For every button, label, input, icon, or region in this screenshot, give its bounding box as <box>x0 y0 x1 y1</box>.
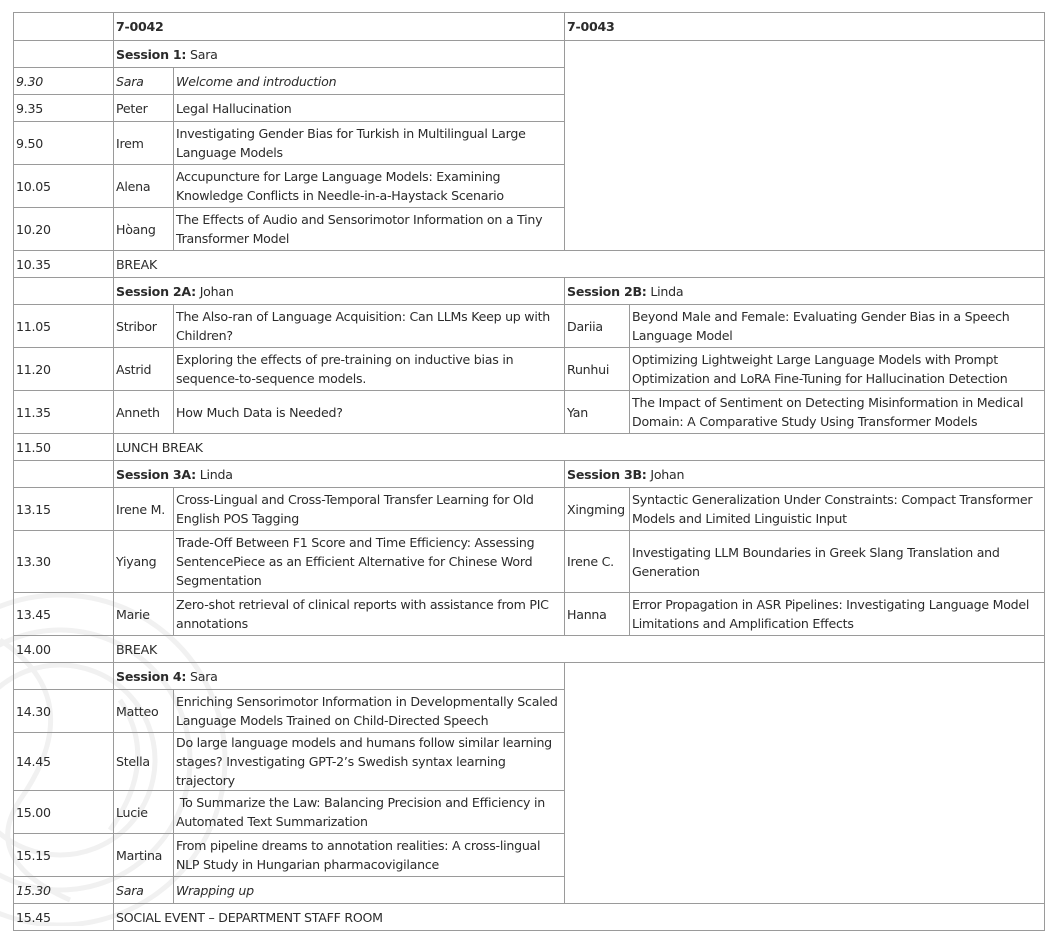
table-row <box>14 391 1045 434</box>
speaker-cell: Stella <box>114 733 174 791</box>
session-4-header-row <box>14 663 1045 690</box>
table-row <box>14 348 1045 391</box>
speaker-cell: Yan <box>565 391 630 434</box>
title-cell: Investigating Gender Bias for Turkish in Multilingual Large Language Models <box>174 122 565 165</box>
lunch-break-row <box>14 434 1045 461</box>
room-header-row <box>14 13 1045 41</box>
title-cell: Error Propagation in ASR Pipelines: Investigating Language Model Limitations and Amplification Effects <box>630 593 1045 636</box>
speaker-cell: Astrid <box>114 348 174 391</box>
speaker-cell: Anneth <box>114 391 174 434</box>
session-2b-header: Session 2B: Linda <box>565 278 1045 305</box>
title-cell: Welcome and introduction <box>174 68 565 95</box>
title-cell: Syntactic Generalization Under Constraints: Compact Transformer Models and Limited Linguistic Input <box>630 488 1045 531</box>
speaker-cell: Alena <box>114 165 174 208</box>
title-cell: How Much Data is Needed? <box>174 391 565 434</box>
time-cell: 10.20 <box>14 208 114 251</box>
time-cell: 10.35 <box>14 251 114 278</box>
time-cell: 13.15 <box>14 488 114 531</box>
title-cell: Cross-Lingual and Cross-Temporal Transfer Learning for Old English POS Tagging <box>174 488 565 531</box>
room-7-0042-header: 7-0042 <box>114 13 565 41</box>
speaker-cell: Hanna <box>565 593 630 636</box>
session-3-header-row <box>14 461 1045 488</box>
speaker-cell: Lucie <box>114 791 174 834</box>
session-4-header: Session 4: Sara <box>114 663 565 690</box>
time-cell: 9.50 <box>14 122 114 165</box>
room-7-0043-empty-block <box>565 41 1045 251</box>
social-event-label: SOCIAL EVENT – DEPARTMENT STAFF ROOM <box>114 904 1045 931</box>
session-1-header-row <box>14 41 1045 68</box>
title-cell: Zero-shot retrieval of clinical reports with assistance from PIC annotations <box>174 593 565 636</box>
time-cell: 9.30 <box>14 68 114 95</box>
session-2-header-row <box>14 278 1045 305</box>
title-cell: Legal Hallucination <box>174 95 565 122</box>
speaker-cell: Martina <box>114 834 174 877</box>
break-label: BREAK <box>114 636 1045 663</box>
time-cell: 15.15 <box>14 834 114 877</box>
title-cell: Accupuncture for Large Language Models: Examining Knowledge Conflicts in Needle-in-a-Haystack Scenario <box>174 165 565 208</box>
title-cell: The Also-ran of Language Acquisition: Can LLMs Keep up with Children? <box>174 305 565 348</box>
title-cell: Investigating LLM Boundaries in Greek Slang Translation and Generation <box>630 531 1045 593</box>
lunch-break-label: LUNCH BREAK <box>114 434 1045 461</box>
speaker-cell: Peter <box>114 95 174 122</box>
session-1-header: Session 1: Sara <box>114 41 565 68</box>
title-cell: Optimizing Lightweight Large Language Models with Prompt Optimization and LoRA Fine-Tuning for Hallucination Detection <box>630 348 1045 391</box>
time-cell: 14.00 <box>14 636 114 663</box>
speaker-cell: Hòang <box>114 208 174 251</box>
table-row <box>14 305 1045 348</box>
time-cell: 15.30 <box>14 877 114 904</box>
title-cell: Enriching Sensorimotor Information in Developmentally Scaled Language Models Trained on Child-Directed Speech <box>174 690 565 733</box>
time-cell: 13.45 <box>14 593 114 636</box>
speaker-cell: Dariia <box>565 305 630 348</box>
table-row <box>14 488 1045 531</box>
speaker-cell: Sara <box>114 68 174 95</box>
time-cell: 11.35 <box>14 391 114 434</box>
title-cell: From pipeline dreams to annotation realities: A cross-lingual NLP Study in Hungarian pharmacovigilance <box>174 834 565 877</box>
speaker-cell: Matteo <box>114 690 174 733</box>
time-cell: 11.05 <box>14 305 114 348</box>
title-cell: Trade-Off Between F1 Score and Time Efficiency: Assessing SentencePiece as an Efficient Alternative for Chinese Word Segmentation <box>174 531 565 593</box>
session-3b-header: Session 3B: Johan <box>565 461 1045 488</box>
title-cell: To Summarize the Law: Balancing Precision and Efficiency in Automated Text Summarization <box>174 791 565 834</box>
title-cell: Exploring the effects of pre-training on inductive bias in sequence-to-sequence models. <box>174 348 565 391</box>
session-3a-header: Session 3A: Linda <box>114 461 565 488</box>
title-cell: Do large language models and humans follow similar learning stages? Investigating GPT-2’s Swedish syntax learning trajectory <box>174 733 565 791</box>
time-cell: 9.35 <box>14 95 114 122</box>
time-cell: 13.30 <box>14 531 114 593</box>
session-2a-header: Session 2A: Johan <box>114 278 565 305</box>
speaker-cell: Marie <box>114 593 174 636</box>
title-cell: Wrapping up <box>174 877 565 904</box>
table-row <box>14 593 1045 636</box>
break-row <box>14 251 1045 278</box>
speaker-cell: Yiyang <box>114 531 174 593</box>
time-cell: 10.05 <box>14 165 114 208</box>
social-event-row <box>14 904 1045 931</box>
table-row <box>14 531 1045 593</box>
speaker-cell: Irem <box>114 122 174 165</box>
time-cell: 15.45 <box>14 904 114 931</box>
room-7-0043-header: 7-0043 <box>565 13 1045 41</box>
time-cell: 11.20 <box>14 348 114 391</box>
title-cell: The Impact of Sentiment on Detecting Misinformation in Medical Domain: A Comparative Study Using Transformer Models <box>630 391 1045 434</box>
time-cell: 14.45 <box>14 733 114 791</box>
title-cell: Beyond Male and Female: Evaluating Gender Bias in a Speech Language Model <box>630 305 1045 348</box>
speaker-cell: Irene M. <box>114 488 174 531</box>
speaker-cell: Xingming <box>565 488 630 531</box>
room-7-0043-empty-block <box>565 663 1045 904</box>
time-cell: 11.50 <box>14 434 114 461</box>
header-empty-cell <box>14 13 114 41</box>
title-cell: The Effects of Audio and Sensorimotor Information on a Tiny Transformer Model <box>174 208 565 251</box>
time-cell: 15.00 <box>14 791 114 834</box>
break-label: BREAK <box>114 251 1045 278</box>
time-cell: 14.30 <box>14 690 114 733</box>
conference-schedule-table <box>13 12 1045 931</box>
speaker-cell: Irene C. <box>565 531 630 593</box>
speaker-cell: Stribor <box>114 305 174 348</box>
speaker-cell: Sara <box>114 877 174 904</box>
break-row <box>14 636 1045 663</box>
speaker-cell: Runhui <box>565 348 630 391</box>
